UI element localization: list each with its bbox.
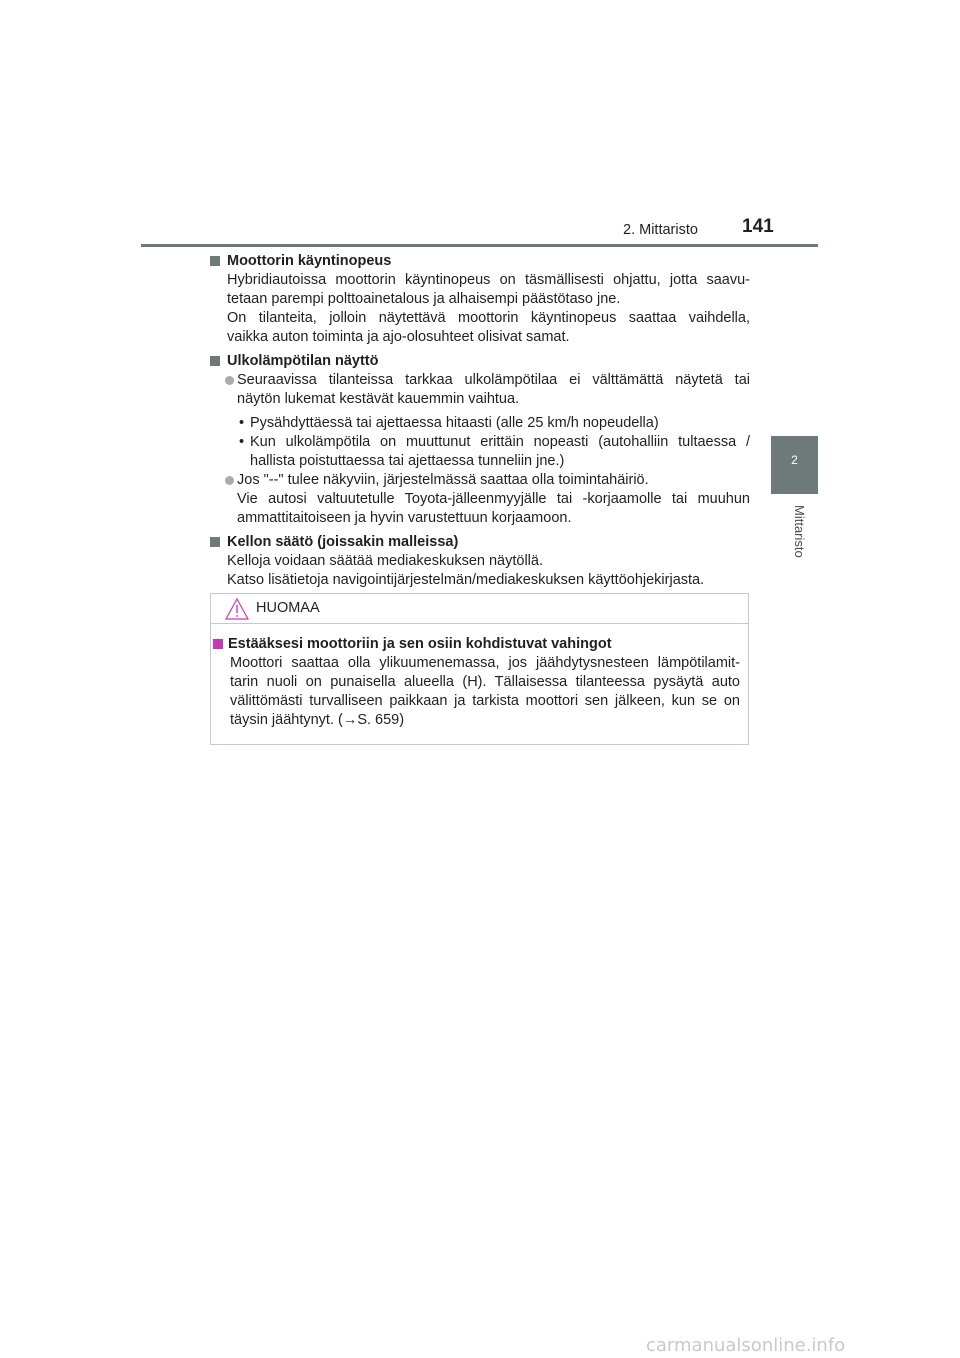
paragraph-line: Katso lisätietoja navigointijärjestelmän/mediakeskuksen käyttöohjekirjasta. [227, 572, 705, 588]
notice-title: HUOMAA [256, 600, 320, 616]
paragraph-line: Kelloja voidaan säätää mediakeskuksen näytöllä. [227, 553, 543, 569]
watermark: carmanualsonline.info [646, 1335, 846, 1356]
page-number: 141 [742, 216, 774, 237]
sub-item [210, 433, 750, 471]
notice-header [211, 594, 748, 624]
notice-heading-text: Estääksesi moottoriin ja sen osiin kohdistuvat vahingot [228, 636, 612, 652]
paragraph-line: tetaan parempi polttoainetalous ja alhaisempi päästötaso jne. [227, 291, 621, 307]
sub-bullet-mark: • [239, 415, 245, 431]
heading-text: Kellon säätö (joissakin malleissa) [227, 534, 459, 550]
bullet-line: näytön lukemat kestävät kauemmin vaihtua. [237, 391, 520, 407]
chapter-number: 2 [791, 453, 798, 467]
header-rule [141, 244, 818, 247]
sub-bullet-mark: • [239, 434, 245, 450]
heading-text: Ulkolämpötilan näyttö [227, 353, 379, 369]
main-content [210, 252, 750, 590]
notice-body [211, 624, 748, 730]
bullet-item [210, 471, 750, 528]
notice-square-icon [213, 639, 223, 649]
bullet-dot-icon [225, 476, 234, 485]
bullet-dot-icon [225, 376, 234, 385]
section-paragraph [227, 552, 750, 590]
bullet-item [210, 371, 750, 409]
notice-line: tarin nuoli on punaisella alueella (H). Tällaisessa tilanteessa pysäytä auto [230, 674, 740, 690]
warning-icon [225, 597, 249, 621]
paragraph-line: Hybridiautoissa moottorin käyntinopeus on täsmällisesti ohjattu, jotta saavu- [227, 272, 750, 288]
bullet-line: Seuraavissa tilanteissa tarkkaa ulkolämpötilaa ei välttämättä näytetä tai [237, 372, 750, 388]
bullet-line: ammattitaitoiseen ja hyvin varustettuun korjaamoon. [237, 510, 572, 526]
notice-box [210, 593, 749, 745]
bullet-line: Vie autosi valtuutetulle Toyota-jälleenmyyjälle tai -korjaamolle tai muuhun [237, 491, 750, 507]
notice-heading [211, 635, 740, 654]
section-heading-engine-speed [210, 252, 750, 271]
paragraph-line: vaikka auton toiminta ja ajo-olosuhteet olisivat samat. [227, 329, 570, 345]
sub-item [210, 414, 750, 433]
header-section-title: 2. Mittaristo [623, 222, 698, 238]
heading-square-icon [210, 256, 220, 266]
notice-line: Moottori saattaa olla ylikuumenemassa, jos jäähdytysnesteen lämpötilamit- [230, 655, 740, 671]
heading-text: Moottorin käyntinopeus [227, 253, 392, 269]
notice-line: täysin jäähtynyt. (→S. 659) [230, 712, 405, 728]
chapter-side-tab [771, 436, 818, 494]
heading-square-icon [210, 356, 220, 366]
notice-paragraph [230, 654, 740, 730]
sub-item-line: hallista poistuttaessa tai ajettaessa tunneliin jne.) [250, 453, 565, 469]
notice-line: välittömästi turvalliseen paikkaan ja tarkista moottori sen jälkeen, kun se on [230, 693, 740, 709]
bullet-line: Jos "--" tulee näkyviin, järjestelmässä saattaa olla toimintahäiriö. [237, 472, 649, 488]
section-heading-clock [210, 533, 750, 552]
chapter-side-label: Mittaristo [792, 505, 807, 558]
sub-item-line: Kun ulkolämpötila on muuttunut erittäin nopeasti (autohalliin tultaessa / [250, 434, 750, 450]
paragraph-line: On tilanteita, jolloin näytettävä moottorin käyntinopeus saattaa vaihdella, [227, 310, 750, 326]
heading-square-icon [210, 537, 220, 547]
section-heading-outside-temp [210, 352, 750, 371]
section-paragraph [227, 271, 750, 347]
sub-item-line: Pysähdyttäessä tai ajettaessa hitaasti (alle 25 km/h nopeudella) [250, 415, 659, 431]
